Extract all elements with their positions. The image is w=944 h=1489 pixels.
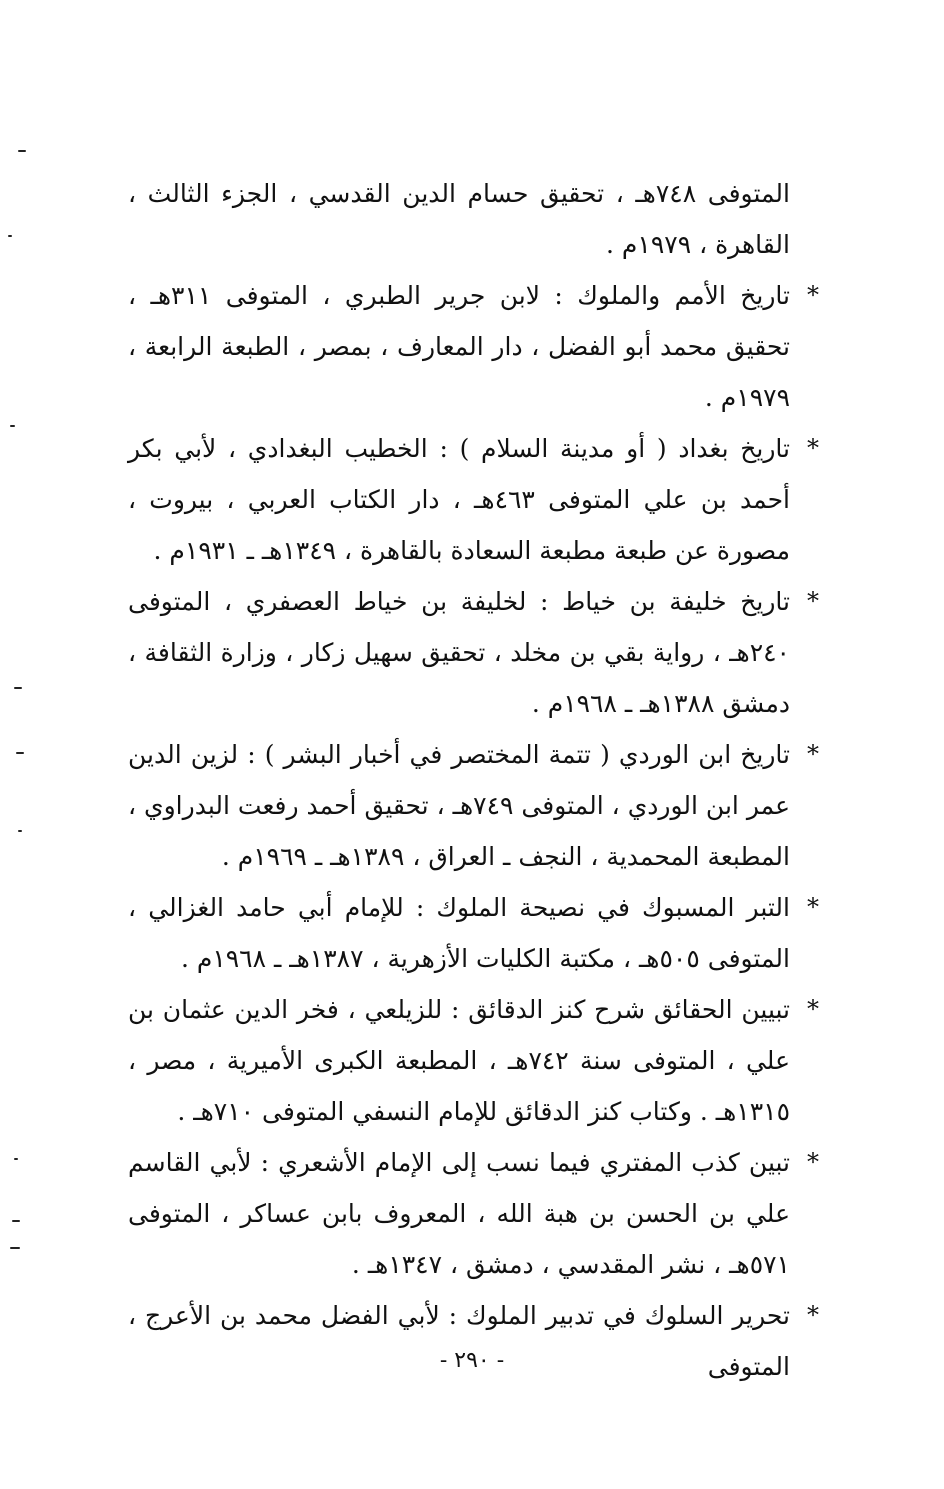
entry-text: تاريخ ابن الوردي ( تتمة المختصر في أخبار البشر ) : لزين الدين عمر ابن الوردي ، المتوفى ٧٤٩هـ ، تحقيق أحمد رفعت البدراوي ، المطبعة المحمدية ، النجف ـ العراق ، ١٣٨٩هـ ـ ١٩٦٩م . [128,740,790,871]
entry-bullet: * [807,1301,819,1329]
entry-bullet: * [807,893,819,921]
scan-mark [18,150,26,152]
entry-bullet: * [807,434,819,462]
bibliography-entry [128,1137,826,1290]
bibliography-entry [128,729,826,882]
entry-bullet: * [807,281,819,309]
bibliography-entry [128,984,826,1137]
entry-text: تحرير السلوك في تدبير الملوك : لأبي الفضل محمد بن الأعرج ، المتوفى [128,1301,790,1381]
entry-bullet: * [807,995,819,1023]
bibliography-list [128,168,826,1392]
bibliography-entry [128,882,826,984]
entry-text: تبيين الحقائق شرح كنز الدقائق : للزيلعي ، فخر الدين عثمان بن علي ، المتوفى سنة ٧٤٢هـ ، المطبعة الكبرى الأميرية ، مصر ، ١٣١٥هـ . وكتاب كنز الدقائق للإمام النسفي المتوفى ٧١٠هـ . [128,995,790,1126]
entry-bullet: * [807,740,819,768]
bibliography-entry [128,423,826,576]
page-number: - ٢٩٠ - [439,1348,505,1373]
scan-mark [14,687,22,689]
entry-text: تاريخ الأمم والملوك : لابن جرير الطبري ، المتوفى ٣١١هـ ، تحقيق محمد أبو الفضل ، دار المعارف ، بمصر ، الطبعة الرابعة ، ١٩٧٩م . [128,281,790,412]
scan-mark [10,425,15,427]
scan-mark [8,235,12,237]
scan-mark [14,1158,18,1160]
entry-bullet: * [807,587,819,615]
scan-mark [18,830,22,832]
bibliography-entry [128,168,826,270]
entry-text: المتوفى ٧٤٨هـ ، تحقيق حسام الدين القدسي ، الجزء الثالث ، القاهرة ، ١٩٧٩م . [128,179,790,259]
scan-mark [16,752,24,754]
bibliography-entry [128,576,826,729]
entry-text: تبين كذب المفتري فيما نسب إلى الإمام الأشعري : لأبي القاسم علي بن الحسن بن هبة الله ، المعروف بابن عساكر ، المتوفى ٥٧١هـ ، نشر المقدسي ، دمشق ، ١٣٤٧هـ . [128,1148,790,1279]
entry-text: التبر المسبوك في نصيحة الملوك : للإمام أبي حامد الغزالي ، المتوفى ٥٠٥هـ ، مكتبة الكليات الأزهرية ، ١٣٨٧هـ ـ ١٩٦٨م . [128,893,790,973]
scan-mark [10,1247,20,1249]
entry-text: تاريخ خليفة بن خياط : لخليفة بن خياط العصفري ، المتوفى ٢٤٠هـ ، رواية بقي بن مخلد ، تحقيق سهيل زكار ، وزارة الثقافة ، دمشق ١٣٨٨هـ ـ ١٩٦٨م . [128,587,790,718]
bibliography-entry [128,270,826,423]
bibliography-entry [128,1290,826,1392]
entry-text: تاريخ بغداد ( أو مدينة السلام ) : الخطيب البغدادي ، لأبي بكر أحمد بن علي المتوفى ٤٦٣هـ ، دار الكتاب العربي ، بيروت ، مصورة عن طبعة مطبعة السعادة بالقاهرة ، ١٣٤٩هـ ـ ١٩٣١م . [128,434,790,565]
entry-bullet: * [807,1148,819,1176]
scan-mark [12,1220,20,1222]
